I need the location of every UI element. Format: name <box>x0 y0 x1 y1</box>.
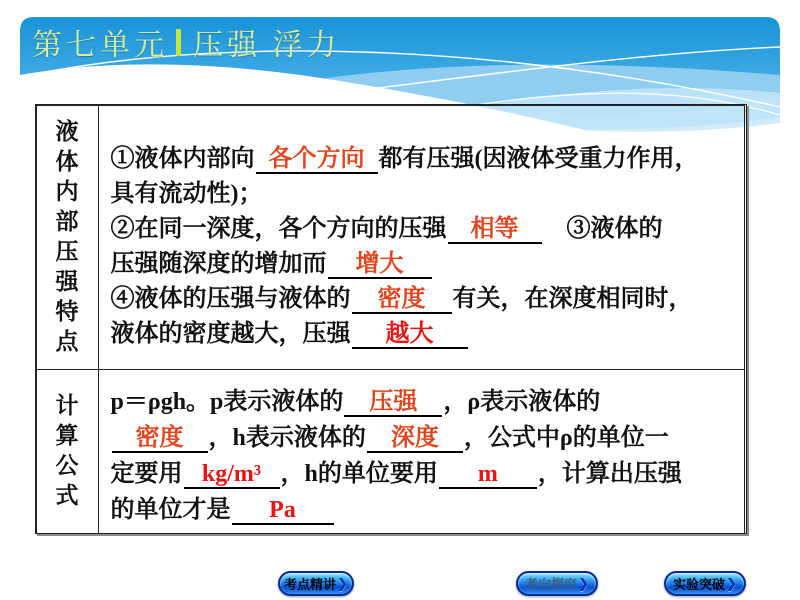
table-text-line <box>111 247 738 282</box>
text-run: ，计算出压强 <box>537 460 682 487</box>
table-text-line <box>111 420 738 456</box>
nav-button-label: 实验突破 <box>673 577 726 592</box>
label-char: 特 <box>55 299 79 324</box>
label-char: 部 <box>55 209 79 234</box>
table-text-line <box>111 282 738 317</box>
chevron-right-icon: ❯ <box>337 575 348 591</box>
nav-button-label: 考向探究 <box>525 577 578 592</box>
label-char: 点 <box>55 329 79 354</box>
answer-blank: 增大 <box>328 252 432 279</box>
chevron-right-icon: ❯ <box>578 575 589 591</box>
table-text-line <box>111 384 738 420</box>
label-char: 压 <box>55 239 79 264</box>
slide-title <box>32 20 341 64</box>
label-char: 内 <box>55 179 79 204</box>
table-text-line <box>111 492 738 528</box>
table-text-line <box>111 142 738 177</box>
text-run: p＝ρgh。p表示液体的 <box>110 388 344 415</box>
table-text-line <box>111 317 738 352</box>
title-divider <box>176 29 181 56</box>
table-text-line <box>111 212 738 247</box>
table-text-line <box>111 456 738 492</box>
label-char: 算 <box>55 423 79 448</box>
row-content-liquid-pressure <box>98 105 745 370</box>
nav-button-key-points[interactable] <box>278 571 354 596</box>
answer-blank: Pa <box>232 498 334 525</box>
text-run: 具有流动性)； <box>110 180 263 207</box>
answer-blank: 相等 <box>448 217 542 244</box>
text-run: 的单位才是 <box>110 496 231 523</box>
text-run: 有关，在深度相同时， <box>452 285 693 312</box>
answer-blank: 压强 <box>344 390 442 417</box>
text-run: ，h的单位要用 <box>280 460 438 487</box>
text-run: ，公式中ρ的单位一 <box>463 424 669 451</box>
nav-button-exam-trends[interactable] <box>516 571 598 596</box>
label-char: 计 <box>55 393 79 418</box>
label-char: 液 <box>55 119 79 144</box>
answer-blank: 密度 <box>112 426 208 453</box>
table-text-line <box>111 177 738 212</box>
notes-table <box>35 104 747 534</box>
text-run: ③液体的 <box>542 215 663 242</box>
row-content-formula <box>98 369 745 534</box>
answer-blank: kg/m³ <box>184 462 280 489</box>
label-char: 式 <box>55 483 79 508</box>
label-char: 体 <box>55 149 79 174</box>
text-run: ①液体内部向 <box>110 145 255 172</box>
nav-button-experiment[interactable] <box>664 571 746 596</box>
row-label-formula <box>36 369 99 534</box>
answer-blank: 各个方向 <box>256 147 378 174</box>
label-char: 强 <box>55 269 79 294</box>
nav-button-label: 考点精讲 <box>284 577 337 592</box>
text-run: 定要用 <box>110 460 183 487</box>
text-run: 液体的密度越大，压强 <box>110 320 351 347</box>
row-label-liquid-pressure <box>36 105 99 370</box>
text-run: ②在同一深度，各个方向的压强 <box>110 215 447 242</box>
text-run: ，ρ表示液体的 <box>443 388 601 415</box>
answer-blank: 深度 <box>367 426 463 453</box>
chevron-right-icon: ❯ <box>726 575 737 591</box>
answer-blank: 越大 <box>352 322 468 349</box>
text-run: 都有压强(因液体受重力作用， <box>378 145 699 172</box>
unit-label: 第七单元 <box>32 29 168 62</box>
text-run: ④液体的压强与液体的 <box>110 285 351 312</box>
answer-blank: 密度 <box>352 287 452 314</box>
text-run: 压强随深度的增加而 <box>110 250 327 277</box>
answer-blank: m <box>439 462 537 489</box>
page-title: 压强 浮力 <box>193 29 341 62</box>
label-char: 公 <box>55 453 79 478</box>
text-run: ，h表示液体的 <box>208 424 366 451</box>
